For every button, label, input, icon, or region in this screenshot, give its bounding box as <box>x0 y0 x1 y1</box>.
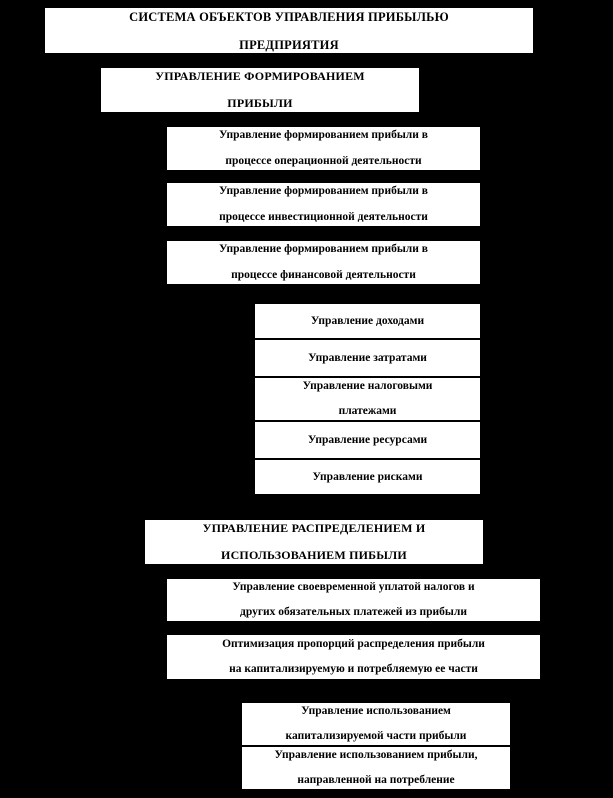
node-manage-resources <box>254 421 481 459</box>
connector-distribution-h <box>96 540 146 542</box>
node-root-line-1: СИСТЕМА ОБЪЕКТОВ УПРАВЛЕНИЯ ПРИБЫЛЬЮ <box>129 9 449 24</box>
connector-root-to-distribution <box>96 88 98 542</box>
node-formation-investment-line-2: процессе инвестиционной деятельности <box>219 210 428 223</box>
node-manage-resources-label: Управление ресурсами <box>307 433 428 446</box>
node-manage-tax <box>254 377 481 421</box>
node-use-capitalized-line-2: капитализируемой части прибыли <box>285 730 467 743</box>
node-manage-tax-line-1: Управление налоговыми <box>302 379 433 392</box>
node-use-consumption-line-1: Управление использованием прибыли, <box>274 748 478 761</box>
node-manage-risks-label: Управление рисками <box>312 470 423 483</box>
node-manage-income <box>254 303 481 339</box>
connector-distribution-spine <box>150 565 152 657</box>
node-branch-formation-line-2: ПРИБЫЛИ <box>227 95 293 110</box>
node-root-line-2: ПРЕДПРИЯТИЯ <box>239 37 339 52</box>
node-manage-risks <box>254 459 481 495</box>
node-branch-distribution <box>144 519 484 565</box>
node-formation-operational-line-2: процессе операционной деятельности <box>225 154 422 167</box>
node-distribution-proportions-line-1: Оптимизация пропорций распределения прибыли <box>222 637 485 650</box>
node-formation-investment-line-1: Управление формированием прибыли в <box>219 185 428 198</box>
connector-use-capitalized <box>220 722 243 724</box>
node-manage-costs <box>254 339 481 377</box>
node-distribution-taxes <box>166 578 541 622</box>
node-formation-financial-line-2: процессе финансовой деятельности <box>231 268 416 281</box>
node-root <box>44 7 534 54</box>
connector-proportions-to-use <box>220 680 222 768</box>
node-use-capitalized-line-1: Управление использованием <box>301 704 451 717</box>
node-manage-costs-label: Управление затратами <box>308 351 427 364</box>
node-manage-income-label: Управление доходами <box>310 314 425 327</box>
node-distribution-taxes-line-1: Управление своевременной уплатой налогов и <box>232 580 475 593</box>
node-use-consumption-line-2: направленной на потребление <box>297 774 455 787</box>
node-branch-distribution-line-2: ИСПОЛЬЗОВАНИЕМ ПИБЫЛИ <box>221 547 407 562</box>
node-distribution-proportions <box>166 634 541 680</box>
node-distribution-taxes-line-2: других обязательных платежей из прибыли <box>240 606 467 619</box>
node-formation-financial-line-1: Управление формированием прибыли в <box>219 243 428 256</box>
node-distribution-proportions-line-2: на капитализируемую и потребляемую ее части <box>229 663 478 676</box>
node-manage-tax-line-2: платежами <box>338 405 397 418</box>
node-formation-operational-line-1: Управление формированием прибыли в <box>219 129 428 142</box>
connector-subitem-income <box>232 320 256 322</box>
node-branch-distribution-line-1: УПРАВЛЕНИЕ РАСПРЕДЕЛЕНИЕМ И <box>202 520 426 535</box>
node-branch-formation-line-1: УПРАВЛЕНИЕ ФОРМИРОВАНИЕМ <box>155 68 365 83</box>
node-formation-operational <box>166 126 481 171</box>
node-use-capitalized <box>241 702 511 746</box>
connector-formation-spine <box>150 113 152 263</box>
node-formation-financial <box>166 240 481 285</box>
connector-root-to-formation <box>96 54 98 90</box>
node-formation-investment <box>166 182 481 227</box>
node-use-consumption <box>241 746 511 790</box>
node-branch-formation <box>100 67 420 113</box>
connector-use-consumption <box>220 766 243 768</box>
